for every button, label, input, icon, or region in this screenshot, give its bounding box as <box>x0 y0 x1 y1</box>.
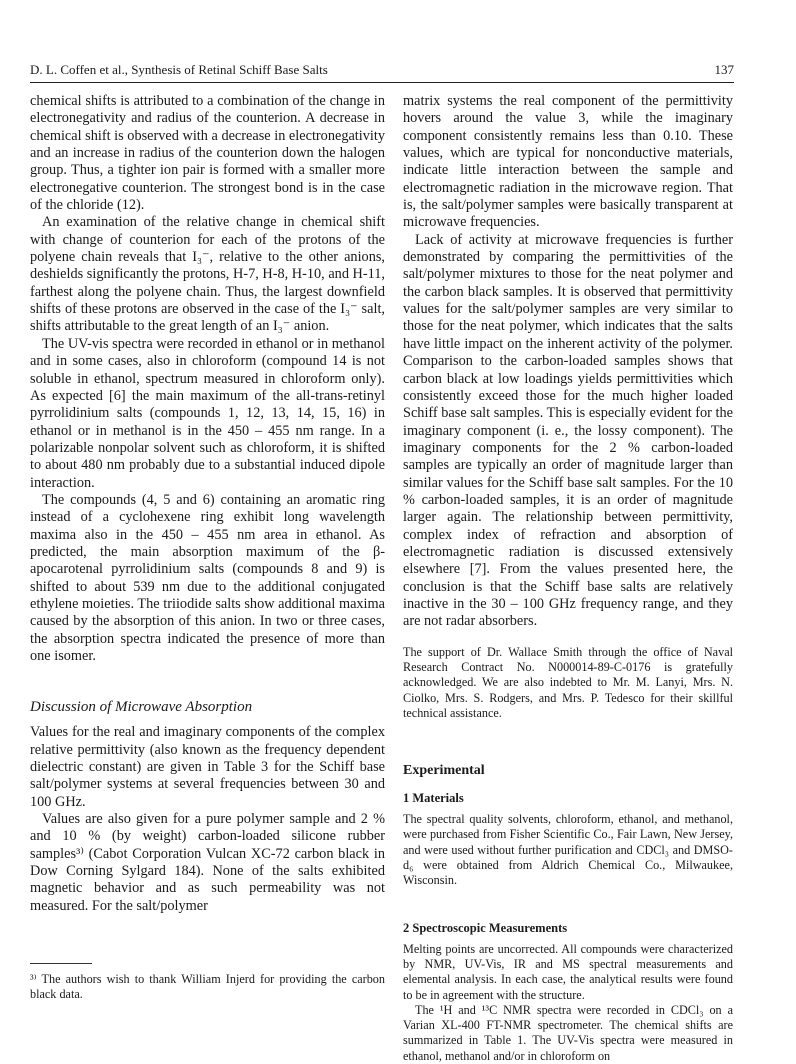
body-paragraph: chemical shifts is attributed to a combination of the change in electronegativity and radius of the counterion. A decrease in chemical shift is observed with a decrease in electronegativity and an increase in radius of the counterion down the halogen group. Thus, a tighter ion pair is formed with a smaller more electronegative counterion. The strongest bond is in the case of the chloride (12). <box>30 93 385 214</box>
body-paragraph: The UV-vis spectra were recorded in ethanol or in methanol and in some cases, also in chloroform (compound 14 is not soluble in ethanol, spectrum measured in chloroform only). As expected [6] the main maximum of the all-trans-retinyl pyrrolidinium salts (compounds 1, 12, 13, 14, 15, 16) in ethanol or in methanol is in the 450 – 455 nm range. In a polarizable nonpolar solvent such as chloroform, it is shifted to about 480 nm probably due to a substantial induced dipole interaction. <box>30 335 385 491</box>
page-number: 137 <box>714 62 734 77</box>
running-header <box>30 60 734 83</box>
body-paragraph: matrix systems the real component of the permittivity hovers around the value 3, while the imaginary component consistently remains less than 0.10. These values, which are typical for nonconductive materials, indicate little interaction between the sample and electromagnetic radiation in the microwave region. That is, the salt/polymer samples were basically transparent at microwave frequencies. <box>403 93 733 231</box>
running-title: D. L. Coffen et al., Synthesis of Retinal Schiff Base Salts <box>30 62 328 77</box>
body-paragraph: Melting points are uncorrected. All compounds were characterized by NMR, UV-Vis, IR and MS spectral measurements and elemental analysis. In each case, the analytical results were found to be in agreement with the structure. <box>403 941 733 1002</box>
acknowledgement: The support of Dr. Wallace Smith through the office of Naval Research Contract No. N000014-89-C-0176 is gratefully acknowledged. We are also indebted to Mr. M. Lanyi, Mrs. N. Ciolko, Mrs. S. Rodgers, and Mrs. P. Tedesco for their skillful technical assistance. <box>403 644 733 720</box>
body-paragraph: An examination of the relative change in chemical shift with change of counterion for each of the protons of the polyene chain reveals that I₃⁻, relative to the other anions, deshields significantly the protons, H-7, H-8, H-10, and H-11, farthest along the polyene chain. Thus, the largest downfield shifts of these protons are observed in the case of the I₃⁻ salt, shifts attributable to the great length of an I₃⁻ anion. <box>30 214 385 335</box>
body-paragraph: Values for the real and imaginary components of the complex relative permittivity (also known as the frequency dependent dielectric constant) are given in Table 3 for the Schiff base salt/polymer systems at several frequencies between 30 and 100 GHz. <box>30 724 385 810</box>
right-column <box>403 93 733 1064</box>
body-paragraph: The compounds (4, 5 and 6) containing an aromatic ring instead of a cyclohexene ring exhibit long wavelength maxima also in the 450 – 455 nm area in ethanol. As predicted, the main absorption maximum of the β-apocarotenal pyrrolidinium salts (compounds 8 and 9) is shifted to about 539 nm due to the additional conjugated ethylene moieties. The triiodide salts show additional maxima caused by the absorption of this anion. In two or three cases, the absorption spectra indicated the presence of more than one isomer. <box>30 491 385 664</box>
materials-heading: 1 Materials <box>403 791 464 806</box>
body-paragraph: Values are also given for a pure polymer sample and 2 % and 10 % (by weight) carbon-loaded silicone rubber samples³⁾ (Cabot Corporation Vulcan XC-72 carbon black in Dow Corning Sylgard 184). None of the salts exhibited magnetic behavior and as such permeability was not measured. For the salt/polymer <box>30 811 385 914</box>
spectroscopic-heading: 2 Spectroscopic Measurements <box>403 920 568 935</box>
body-paragraph: The ¹H and ¹³C NMR spectra were recorded in CDCl₃ on a Varian XL-400 FT-NMR spectrometer. The chemical shifts are summarized in Table 1. The UV-Vis spectra were measured in ethanol, methanol and/or in chloroform on <box>403 1002 733 1063</box>
experimental-heading: Experimental <box>403 763 485 779</box>
materials-text: The spectral quality solvents, chloroform, ethanol, and methanol, were purchased from Fisher Scientific Co., Fair Lawn, New Jersey, and were used without further purification and CDCl₃ and DMSO-d₆ were obtained from Aldrich Chemical Co., Milwaukee, Wisconsin. <box>403 812 733 888</box>
section-heading: Discussion of Microwave Absorption <box>30 699 253 716</box>
footnote: ³⁾ The authors wish to thank William Injerd for providing the carbon black data. <box>30 972 385 1002</box>
body-paragraph: Lack of activity at microwave frequencies is further demonstrated by comparing the permittivities of the salt/polymer mixtures to those for the neat polymer and the carbon black samples. It is observed that permittivity values for the salt/polymer samples are very similar to those for the neat polymer, which indicates that the salts have little impact on the inherent activity of the polymer. Comparison to the carbon-loaded samples shows that carbon black at low loadings yields permittivities which consistently exceed those for the much higher loaded Schiff base salt samples. This is especially evident for the imaginary component (i. e., the lossy component). The imaginary components for the 2 % carbon-loaded samples are typically an order of magnitude larger than similar values for the Schiff base salt samples. For the 10 % carbon-loaded samples, it is an order of magnitude larger again. The relationship between permittivity, complex index of refraction and absorption of electromagnetic radiation is discussed extensively elsewhere [7]. From the values presented here, the conclusion is that the Schiff base salts are relatively inactive in the 30 – 100 GHz frequency range, and they are not radar absorbers. <box>403 231 733 630</box>
left-column <box>30 93 385 1003</box>
